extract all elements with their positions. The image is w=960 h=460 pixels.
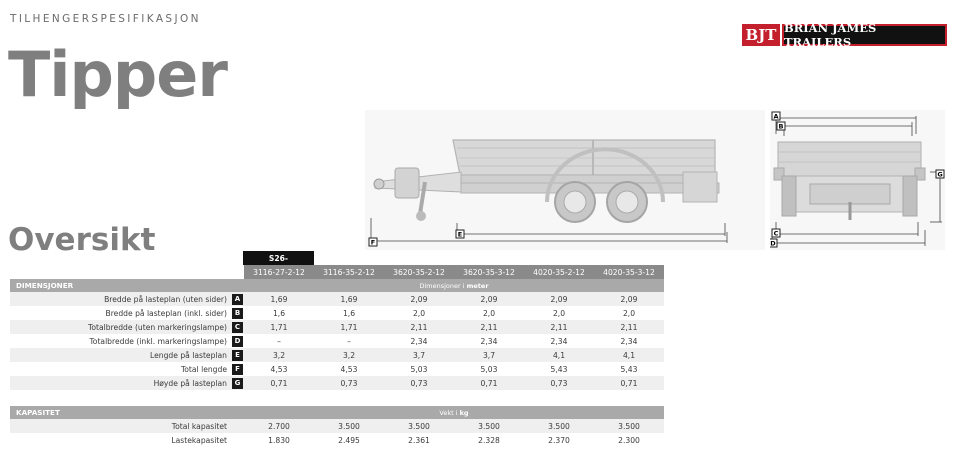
value-cell: 2,11	[454, 320, 524, 334]
row-label: Totalbredde (uten markeringslampe)	[10, 320, 231, 334]
value-cell: 2,09	[524, 292, 594, 306]
value-cell: 1.830	[244, 433, 314, 447]
table-row	[10, 334, 664, 348]
logo-mark: BJT	[742, 24, 780, 46]
table-row	[10, 376, 664, 390]
logo-wordmark: BRIAN JAMES TRAILERS	[782, 24, 947, 46]
dimensions-table	[10, 265, 664, 390]
value-cell: 2,0	[594, 306, 664, 320]
value-cell: 4,1	[594, 348, 664, 362]
dimension-letter-badge: G	[232, 378, 243, 389]
row-label: Total lengde	[10, 362, 231, 376]
value-cell: 3.500	[524, 419, 594, 433]
row-label: Bredde på lasteplan (inkl. sider)	[10, 306, 231, 320]
trailer-rear-drawing	[770, 110, 945, 250]
value-cell: 1,71	[244, 320, 314, 334]
dimension-letter-badge: A	[232, 294, 243, 305]
rear-light-bracket	[683, 172, 717, 202]
value-cell: 3.500	[594, 419, 664, 433]
value-cell: 3.500	[314, 419, 384, 433]
value-cell: 2,34	[384, 334, 454, 348]
model-series-badge: S26-	[243, 251, 314, 265]
value-cell: 3.500	[384, 419, 454, 433]
value-cell: 0,73	[384, 376, 454, 390]
dimension-letter-badge: E	[232, 350, 243, 361]
value-cell: 2.370	[524, 433, 594, 447]
dimensions-unit: Dimensjoner i meter	[244, 279, 664, 292]
value-cell: 3,2	[314, 348, 384, 362]
value-cell: 2,11	[524, 320, 594, 334]
value-cell: 2,34	[454, 334, 524, 348]
page-title: Tipper	[8, 38, 227, 111]
value-cell: 2.300	[594, 433, 664, 447]
value-cell: 3,2	[244, 348, 314, 362]
dimensions-heading: DIMENSJONER	[10, 279, 244, 292]
trailer-side-drawing	[365, 110, 765, 250]
row-label: Total kapasitet	[10, 419, 231, 433]
value-cell: 1,69	[244, 292, 314, 306]
capacity-table	[10, 406, 664, 447]
capacity-unit: Vekt i kg	[244, 406, 664, 419]
table-row	[10, 433, 664, 447]
dim-label-d: D	[770, 239, 776, 248]
model-col: 3620-35-3-12	[454, 265, 524, 279]
value-cell: 2.328	[454, 433, 524, 447]
value-cell: 2,11	[594, 320, 664, 334]
capacity-heading-row	[10, 406, 664, 419]
dimension-letter-badge: F	[232, 364, 243, 375]
row-label: Lengde på lasteplan	[10, 348, 231, 362]
value-cell: 2,0	[454, 306, 524, 320]
row-label: Høyde på lasteplan	[10, 376, 231, 390]
model-col: 3116-27-2-12	[244, 265, 314, 279]
dimension-letter-badge: B	[232, 308, 243, 319]
value-cell: 4,1	[524, 348, 594, 362]
table-row	[10, 348, 664, 362]
value-cell: 0,71	[454, 376, 524, 390]
model-header-row	[10, 265, 664, 279]
table-row	[10, 320, 664, 334]
value-cell: 2,11	[384, 320, 454, 334]
rear-body	[774, 142, 925, 220]
value-cell: 2,09	[594, 292, 664, 306]
value-cell: 2,0	[524, 306, 594, 320]
value-cell: 2.495	[314, 433, 384, 447]
dim-label-a: A	[773, 112, 779, 121]
value-cell: 4,53	[244, 362, 314, 376]
row-label: Totalbredde (inkl. markeringslampe)	[10, 334, 231, 348]
value-cell: 2.361	[384, 433, 454, 447]
capacity-heading: KAPASITET	[10, 406, 244, 419]
dimensions-heading-row	[10, 279, 664, 292]
dim-label-e: E	[457, 230, 463, 239]
value-cell: 2,34	[594, 334, 664, 348]
tipper-body	[453, 140, 717, 183]
dim-label-g: G	[937, 170, 943, 179]
value-cell: 5,43	[524, 362, 594, 376]
value-cell: 0,71	[244, 376, 314, 390]
value-cell: 3,7	[454, 348, 524, 362]
brand-logo	[742, 21, 947, 49]
value-cell: 3,7	[384, 348, 454, 362]
table-row	[10, 362, 664, 376]
value-cell: 1,69	[314, 292, 384, 306]
model-col: 4020-35-2-12	[524, 265, 594, 279]
value-cell: –	[314, 334, 384, 348]
model-col: 3620-35-2-12	[384, 265, 454, 279]
value-cell: 0,73	[314, 376, 384, 390]
document-supertitle: TILHENGERSPESIFIKASJON	[10, 13, 201, 25]
value-cell: 0,71	[594, 376, 664, 390]
row-label: Bredde på lasteplan (uten sider)	[10, 292, 231, 306]
table-row	[10, 419, 664, 433]
model-col: 4020-35-3-12	[594, 265, 664, 279]
value-cell: 4,53	[314, 362, 384, 376]
value-cell: 1,6	[244, 306, 314, 320]
value-cell: 2,09	[384, 292, 454, 306]
value-cell: 0,73	[524, 376, 594, 390]
value-cell: 5,43	[594, 362, 664, 376]
dim-label-c: C	[773, 229, 779, 238]
dimension-letter-badge: C	[232, 322, 243, 333]
value-cell: 2,09	[454, 292, 524, 306]
section-title: Oversikt	[8, 222, 156, 258]
dim-label-b: B	[778, 122, 784, 131]
value-cell: 2.700	[244, 419, 314, 433]
value-cell: –	[244, 334, 314, 348]
value-cell: 3.500	[454, 419, 524, 433]
model-col: 3116-35-2-12	[314, 265, 384, 279]
value-cell: 1,71	[314, 320, 384, 334]
value-cell: 5,03	[454, 362, 524, 376]
row-label: Lastekapasitet	[10, 433, 231, 447]
value-cell: 5,03	[384, 362, 454, 376]
table-row	[10, 306, 664, 320]
value-cell: 1,6	[314, 306, 384, 320]
dimension-letter-badge: D	[232, 336, 243, 347]
value-cell: 2,34	[524, 334, 594, 348]
table-row	[10, 292, 664, 306]
value-cell: 2,0	[384, 306, 454, 320]
dim-label-f: F	[370, 238, 376, 247]
